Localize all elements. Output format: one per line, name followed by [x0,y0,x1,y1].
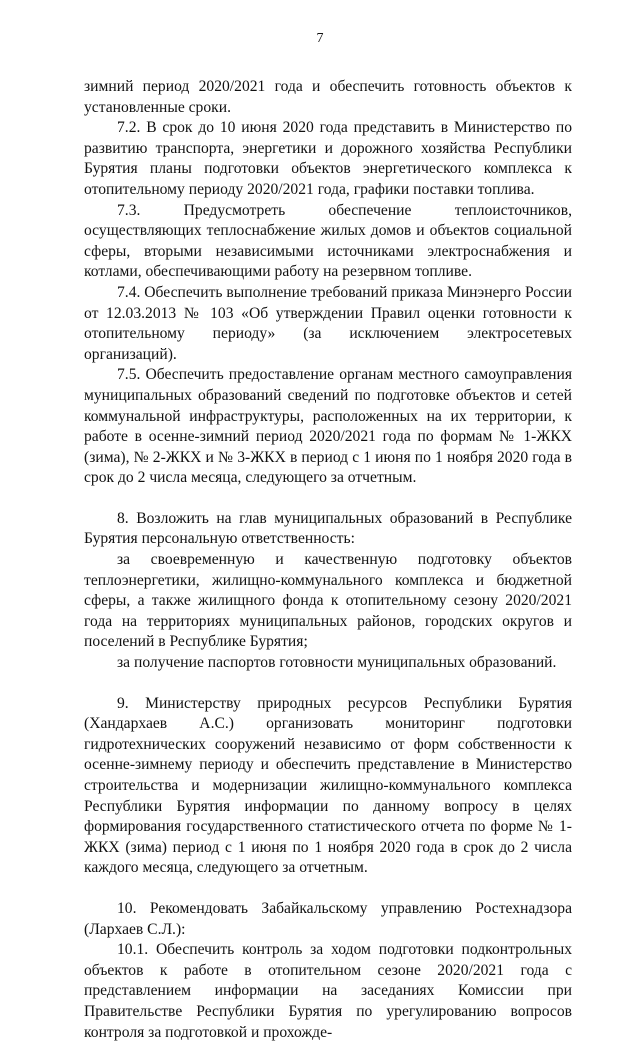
paragraph: 8. Возложить на глав муниципальных образований в Республике Бурятия персональную ответственность: [84,509,572,548]
paragraph: 7.2. В срок до 10 июня 2020 года представить в Министерство по развитию транспорта, энергетики и дорожного хозяйства Республики Бурятия планы подготовки объектов энергетического комплекса к отопительному периоду 2020/2021 года, графики поставки топлива. [84,119,572,198]
paragraph: 10.1. Обеспечить контроль за ходом подготовки подконтрольных объектов к работе в отопительном сезоне 2020/2021 года с представлением информации на заседаниях Комиссии при Правительстве Республики Бурятия по урегулированию вопросов контроля за подготовкой и прохожде- [84,941,572,1041]
paragraph: зимний период 2020/2021 года и обеспечить готовность объектов к установленные сроки. [84,78,572,116]
paragraph: 7.3. Предусмотреть обеспечение теплоисточников, осуществляющих теплоснабжение жилых домов и объектов социальной сферы, вторыми независимыми источниками электроснабжения и котлами, обеспечивающими работу на резервном топливе. [84,201,572,281]
page-number: 7 [316,31,324,46]
paragraph: за получение паспортов готовности муниципальных образований. [117,654,557,672]
paragraph: 10. Рекомендовать Забайкальскому управлению Ростехнадзора (Лархаев С.Л.): [84,899,572,938]
paragraph: 7.5. Обеспечить предоставление органам местного самоуправления муниципальных образований сведений по подготовке объектов и сетей коммунальной инфраструктуры, расположенных на их территории, к работе в осенне-зимний период 2020/2021 года по формам № 1-ЖКХ (зима), № 2-ЖКХ и № 3-ЖКХ в период с 1 июня по 1 ноября 2020 года в срок до 2 числа месяца, следующего за отчетным. [84,366,572,487]
paragraph: 7.4. Обеспечить выполнение требований приказа Минэнерго России от 12.03.2013 № 103 «Об утверждении Правил оценки готовности к отопительному периоду» (за исключением электросетевых организаций). [84,283,572,363]
document-body [84,77,572,1043]
paragraph: за своевременную и качественную подготовку объектов теплоэнергетики, жилищно-коммунального комплекса и бюджетной сферы, а также жилищного фонда к отопительному сезону 2020/2021 года на территориях муниципальных районов, городских округов и поселений в Республике Бурятия; [84,551,572,651]
paragraph: 9. Министерству природных ресурсов Республики Бурятия (Хандархаев А.С.) организовать мониторинг подготовки гидротехнических сооружений независимо от форм собственности к осенне-зимнему периоду и обеспечить представление в Министерство строительства и модернизации жилищно-коммунального комплекса Республики Бурятия информации по данному вопросу в целях формирования государственного статистического отчета по форме № 1-ЖКХ (зима) период с 1 июня по 1 ноября 2020 года в срок до 2 числа каждого месяца, следующего за отчетным. [84,694,572,877]
